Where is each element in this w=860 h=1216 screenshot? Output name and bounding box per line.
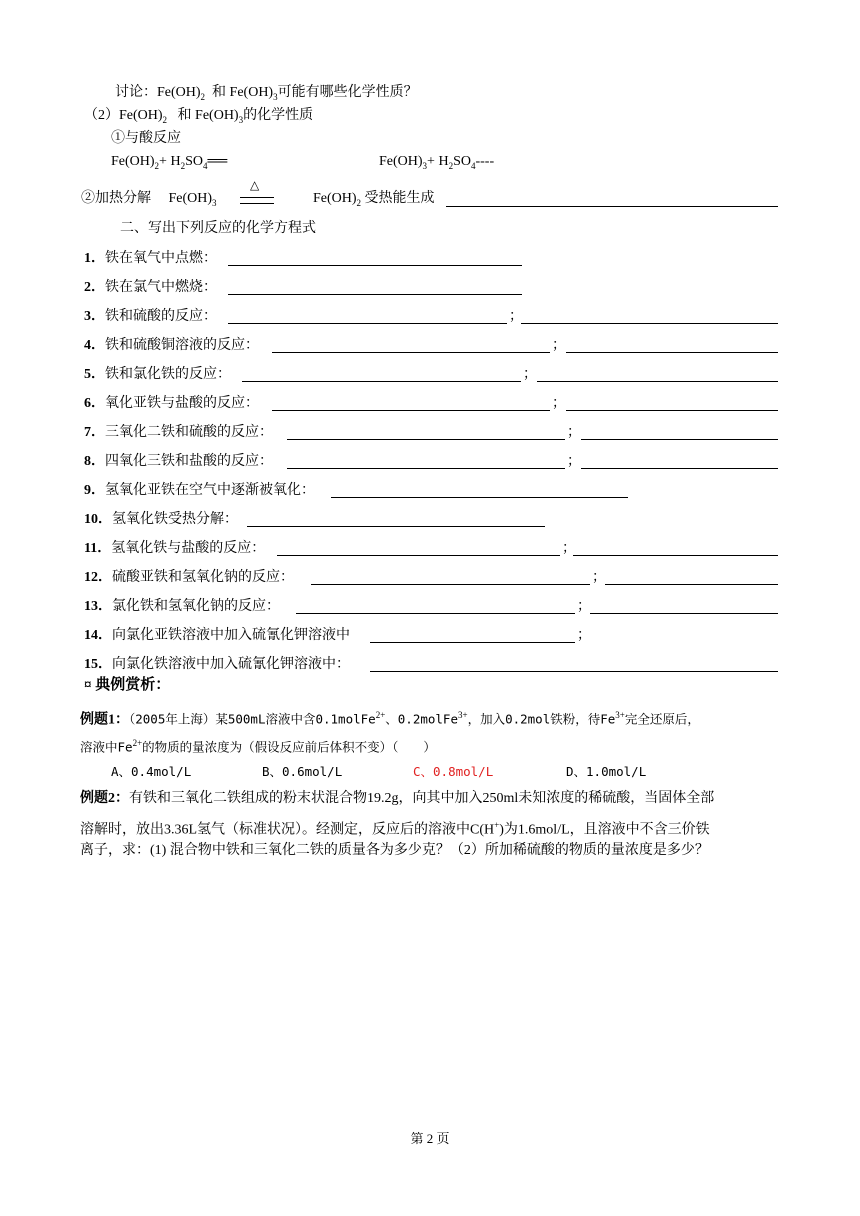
reaction-prompt: 四氧化三铁和盐酸的反应：	[105, 454, 273, 469]
reaction-prompt: 氧化亚铁与盐酸的反应：	[105, 396, 259, 411]
answer-blank[interactable]	[228, 264, 522, 266]
reaction-number: 10．	[84, 512, 112, 527]
example1-line2	[80, 734, 436, 758]
formula-fe-oh-3: Fe(OH)	[229, 85, 274, 100]
separator: ；	[567, 425, 581, 440]
heat-triangle-icon: △	[250, 178, 260, 192]
reaction-number: 3．	[84, 309, 105, 324]
reaction-item-11	[84, 540, 265, 558]
answer-blank-second[interactable]	[590, 612, 778, 614]
separator: ；	[592, 570, 606, 585]
answer-blank[interactable]	[296, 612, 575, 614]
separator: ；	[552, 396, 566, 411]
equals-arrow: ══	[207, 154, 228, 169]
separator: ；	[509, 309, 523, 324]
answer-blank[interactable]	[228, 293, 522, 295]
reaction-number: 11．	[84, 541, 112, 556]
formula-fe-oh-3: Fe(OH)	[379, 154, 423, 169]
dashes: ----	[475, 154, 495, 169]
reaction-item-13	[84, 598, 280, 616]
example1-text-a: （2005年上海）某500mL溶液中含0.1molFe	[129, 711, 376, 727]
reaction-number: 12．	[84, 570, 112, 585]
example1-text-d: 完全还原后，	[624, 711, 700, 727]
item-acid-reaction: ①与酸反应	[111, 131, 181, 146]
answer-blank[interactable]	[287, 438, 565, 440]
section2-title-tail: 的化学性质	[243, 108, 314, 123]
answer-blank[interactable]	[331, 496, 628, 498]
answer-blank-second[interactable]	[566, 409, 778, 411]
answer-blank-second[interactable]	[521, 322, 778, 324]
sup-2plus: 2+	[132, 738, 143, 748]
reaction-prompt: 氢氧化铁受热分解：	[112, 512, 238, 527]
answer-blank[interactable]	[247, 525, 545, 527]
example1-line2-b: 的物质的量浓度为（假设反应前后体积不变）（ ）	[142, 739, 436, 755]
plus-h: + H	[159, 154, 181, 169]
separator: ；	[577, 628, 591, 643]
plus-h: + H	[427, 154, 449, 169]
reaction-prompt: 铁和硫酸铜溶液的反应：	[105, 338, 259, 353]
sup-2plus: 2+	[375, 710, 386, 720]
example2-line2	[80, 816, 710, 840]
example2-line2-a: 溶解时，放出3.36L氢气（标准状况）。经测定，反应后的溶液中C(H	[80, 822, 495, 838]
reaction-prompt: 氢氧化亚铁在空气中逐渐被氧化：	[105, 483, 315, 498]
reaction-number: 13．	[84, 599, 112, 614]
reaction-number: 14．	[84, 628, 112, 643]
answer-blank-second[interactable]	[573, 554, 778, 556]
option-d[interactable]: D、1.0mol/L	[566, 764, 647, 779]
separator: ；	[552, 338, 566, 353]
answer-blank-second[interactable]	[566, 351, 778, 353]
section-two-title: 二、写出下列反应的化学方程式	[120, 221, 316, 236]
and-word: 和	[212, 85, 227, 100]
reaction-number: 8．	[84, 454, 105, 469]
answer-blank[interactable]	[242, 380, 521, 382]
separator: ；	[577, 599, 591, 614]
example2-line1-text: 有铁和三氧化二铁组成的粉末状混合物19.2g，向其中加入250ml未知浓度的稀硫酸，当固体全部	[129, 791, 715, 806]
reaction-prompt: 氢氧化铁与盐酸的反应：	[111, 541, 266, 556]
reaction-item-6	[84, 395, 259, 413]
example2-line3: 离子，求：(1) 混合物中铁和三氧化二铁的质量各为多少克？（2）所加稀硫酸的物质的量浓度是多少？	[80, 843, 709, 858]
reaction-prompt: 向氯化亚铁溶液中加入硫氰化钾溶液中	[112, 628, 350, 643]
sup-3plus: 3+	[457, 710, 468, 720]
sup-plus: +	[494, 820, 500, 830]
answer-blank[interactable]	[287, 467, 565, 469]
answer-blank[interactable]	[370, 670, 778, 672]
discussion-prefix: 讨论：	[115, 85, 157, 100]
formula-fe-oh-2: Fe(OH)	[157, 85, 201, 100]
discussion-question: 可能有哪些化学性质？	[277, 85, 418, 100]
example2-label: 例题2：	[80, 791, 129, 806]
answer-blank[interactable]	[277, 554, 560, 556]
ornament-icon: ¤	[84, 677, 92, 693]
reaction-prompt: 硫酸亚铁和氢氧化钠的反应：	[112, 570, 294, 585]
formula-fe-oh-2: Fe(OH)	[119, 108, 163, 123]
reaction-number: 4．	[84, 338, 105, 353]
equation-fe-oh-2-acid: $Fe(OH)_2+$ $H_2SO_4══$	[111, 154, 228, 171]
example1-line1	[80, 706, 700, 730]
equation-fe-oh-3-acid: $Fe(OH)_3+ H_2SO_4----$	[379, 154, 495, 171]
answer-blank[interactable]	[370, 641, 575, 643]
reaction-item-15	[84, 656, 350, 674]
reaction-number: 7．	[84, 425, 105, 440]
example1-label: 例题1：	[80, 712, 129, 728]
option-c-answer[interactable]: C、0.8mol/L	[413, 764, 494, 779]
reaction-number: 6．	[84, 396, 105, 411]
separator: ；	[562, 541, 576, 556]
section2-label: （2）	[84, 108, 119, 123]
reaction-item-5	[84, 366, 231, 384]
section2-title: $(2)Fe(OH)_2$ 和 $Fe(OH)_3$的化学性质	[84, 108, 314, 125]
answer-blank[interactable]	[272, 351, 550, 353]
reaction-number: 15．	[84, 657, 112, 672]
answer-blank-heat[interactable]	[446, 205, 778, 207]
and-word: 和	[177, 108, 192, 123]
reaction-item-8	[84, 453, 273, 471]
formula-fe-oh-2: Fe(OH)	[111, 154, 155, 169]
reaction-prompt: 氯化铁和氢氧化钠的反应：	[112, 599, 280, 614]
answer-blank[interactable]	[272, 409, 550, 411]
reaction-item-12	[84, 569, 294, 587]
page-footer: 第 2 页	[410, 1131, 450, 1146]
reaction-number: 9．	[84, 483, 105, 498]
answer-blank-second[interactable]	[537, 380, 778, 382]
example1-text-c: ，加入0.2mol铁粉，待Fe	[467, 711, 616, 727]
reaction-item-3	[84, 308, 217, 326]
item-heat-decompose: ②加热分解 $Fe(OH)_3$	[81, 191, 217, 208]
item-heat-label: ②加热分解	[81, 191, 151, 206]
answer-blank-second[interactable]	[581, 467, 778, 469]
formula-fe-oh-2: Fe(OH)	[313, 191, 357, 206]
sup-3plus: 3+	[615, 710, 625, 720]
formula-fe-oh-3: Fe(OH)	[195, 108, 239, 123]
reaction-item-9	[84, 482, 315, 500]
reaction-item-10	[84, 511, 238, 529]
separator: ；	[567, 454, 581, 469]
example1-text-b: 、0.2molFe	[385, 711, 458, 727]
answer-blank[interactable]	[228, 322, 507, 324]
separator: ；	[523, 367, 537, 382]
example2-line2-b: )为1.6mol/L，且溶液中不含三价铁	[499, 822, 710, 838]
double-line-arrow	[240, 197, 274, 204]
reaction-item-2	[84, 279, 217, 297]
answer-blank-second[interactable]	[605, 583, 778, 585]
reaction-prompt: 三氧化二铁和硫酸的反应：	[105, 425, 273, 440]
so: SO	[185, 154, 203, 169]
reaction-item-14	[84, 627, 350, 645]
option-a[interactable]: A、0.4mol/L	[111, 764, 192, 779]
formula-fe-oh-3: Fe(OH)	[168, 191, 213, 206]
answer-blank-second[interactable]	[581, 438, 778, 440]
reaction-prompt: 铁和氯化铁的反应：	[105, 367, 231, 382]
reaction-number: 2．	[84, 280, 105, 295]
reaction-prompt: 铁和硫酸的反应：	[105, 309, 217, 324]
reaction-prompt: 铁在氧气中点燃：	[105, 251, 217, 266]
answer-blank[interactable]	[311, 583, 590, 585]
examples-heading	[84, 676, 170, 694]
discussion-line: 讨论：$Fe(OH)_2$ 和 $Fe(OH)_3$可能有哪些化学性质？	[115, 85, 418, 102]
examples-heading-text: 典例赏析：	[95, 677, 171, 693]
heat-product-label: 受热能生成	[364, 191, 435, 206]
so: SO	[453, 154, 471, 169]
reaction-number: 1．	[84, 251, 105, 266]
reaction-prompt: 向氯化铁溶液中加入硫氰化钾溶液中：	[112, 657, 350, 672]
example1-line2-a: 溶液中Fe	[80, 739, 133, 755]
example2-line1	[80, 790, 714, 808]
option-b[interactable]: B、0.6mol/L	[262, 764, 343, 779]
reaction-item-1	[84, 250, 217, 268]
reaction-item-7	[84, 424, 273, 442]
reaction-item-4	[84, 337, 259, 355]
item-heat-fe-oh-2: $Fe(OH)_2$ 受热能生成	[313, 191, 435, 208]
reaction-prompt: 铁在氯气中燃烧：	[105, 280, 217, 295]
reaction-number: 5．	[84, 367, 105, 382]
